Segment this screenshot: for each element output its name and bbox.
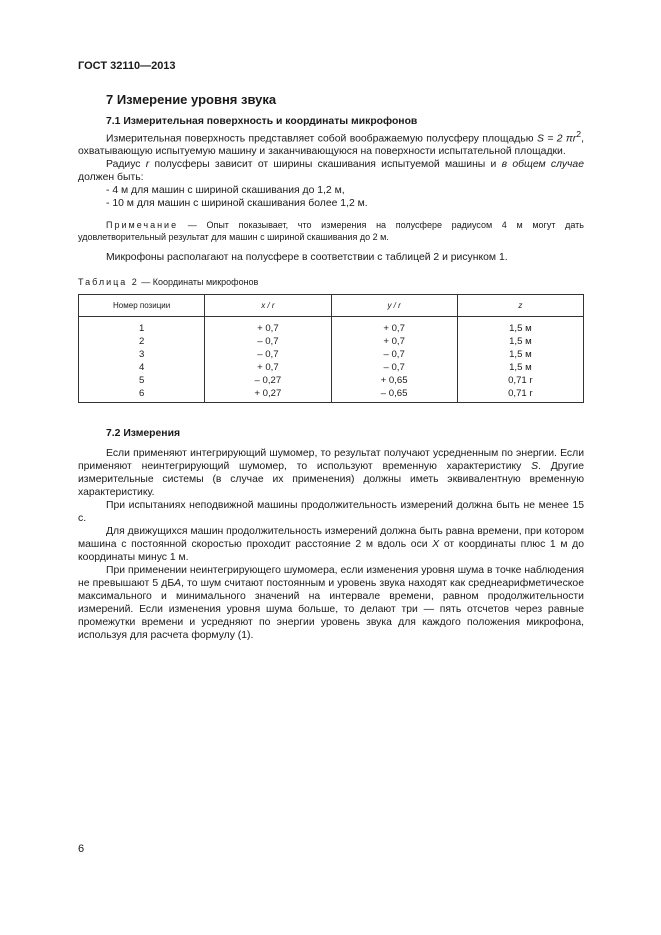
section-7-1-title: 7.1 Измерительная поверхность и координаты микрофонов <box>106 116 418 127</box>
table-row: 6 + 0,27 – 0,65 0,71 r <box>79 387 584 403</box>
section-7-title: 7 Измерение уровня звука <box>106 92 277 107</box>
paragraph-7-2-stationary: При испытаниях неподвижной машины продолжительность измерений должна быть не менее 15 с. <box>78 500 584 525</box>
note-label: Примечание <box>106 220 179 231</box>
paragraph-7-1-radius: Радиус r полусферы зависит от ширины скашивания испытуемой машины и в общем случае должен быть: <box>78 159 584 184</box>
paragraph-7-1-surface: Измерительная поверхность представляет собой воображаемую полусферу площадью S = 2 $\pi r^2$, охватывающую испытуемую машину и заканчивающуюся на поверхности испытательной площадки. <box>78 129 584 158</box>
page-number: 6 <box>78 843 85 855</box>
section-7-2-title: 7.2 Измерения <box>106 428 181 440</box>
microphone-coordinates-table <box>78 294 584 403</box>
note: Примечание — Опыт показывает, что измерения на полусфере радиусом 4 м могут дать удовлетворительный результат для машин с шириной скашивания до 2 м. <box>78 220 584 243</box>
list-item: - 4 м для машин с шириной скашивания до 1,2 м, <box>106 185 345 197</box>
column-header-y: y / r <box>331 295 457 317</box>
paragraph-7-1-microphones: Микрофоны располагают на полусфере в соответствии с таблицей 2 и рисунком 1. <box>106 252 508 264</box>
document-header: ГОСТ 32110—2013 <box>78 60 176 72</box>
paragraph-7-2-integrating: Если применяют интегрирующий шумомер, то результат получают усредненным по энергии. Если применяют неинтегрирующий шумомер, то используют временную характеристику S. Другие измерительные системы (в случае их применения) должны иметь эквивалентную временную характеристику. <box>78 448 584 499</box>
table-row: 5 – 0,27 + 0,65 0,71 r <box>79 374 584 387</box>
column-header-x: x / r <box>205 295 331 317</box>
table-row: 2 – 0,7 + 0,7 1,5 м <box>79 335 584 348</box>
table-row: 4 + 0,7 – 0,7 1,5 м <box>79 361 584 374</box>
table-caption: Таблица 2 — Координаты микрофонов <box>78 277 259 288</box>
area-formula: S = 2 πr <box>536 133 577 145</box>
formula-exponent: 2 <box>576 129 582 139</box>
table-row: 3 – 0,7 – 0,7 1,5 м <box>79 348 584 361</box>
page-content <box>78 92 584 642</box>
table-row: 1 + 0,7 + 0,7 1,5 м <box>79 317 584 336</box>
column-header-z: z <box>457 295 583 317</box>
paragraph-7-2-moving: Для движущихся машин продолжительность измерений должна быть равна времени, при котором машина с постоянной скоростью проходит расстояние 2 м вдоль оси X от координаты плюс 1 м до координаты минус 1 м. <box>78 526 584 564</box>
column-header-position: Номер позиции <box>79 295 205 317</box>
paragraph-7-2-non-integrating: При применении неинтегрирующего шумомера, если изменения уровня шума в точке наблюдения не превышают 5 дБA, то шум считают постоянным и уровень звука находят как среднеарифметическое максимального и минимального значений на интервале времени, равном продолжительности измерений. Если изменения уровня шума больше, то делают три — пять отсчетов через равные промежутки времени и усредняют по энергии уровень звука для каждого положения микрофона, используя для расчета формулу (1). <box>78 565 584 642</box>
list-item: - 10 м для машин с шириной скашивания более 1,2 м. <box>106 198 368 210</box>
